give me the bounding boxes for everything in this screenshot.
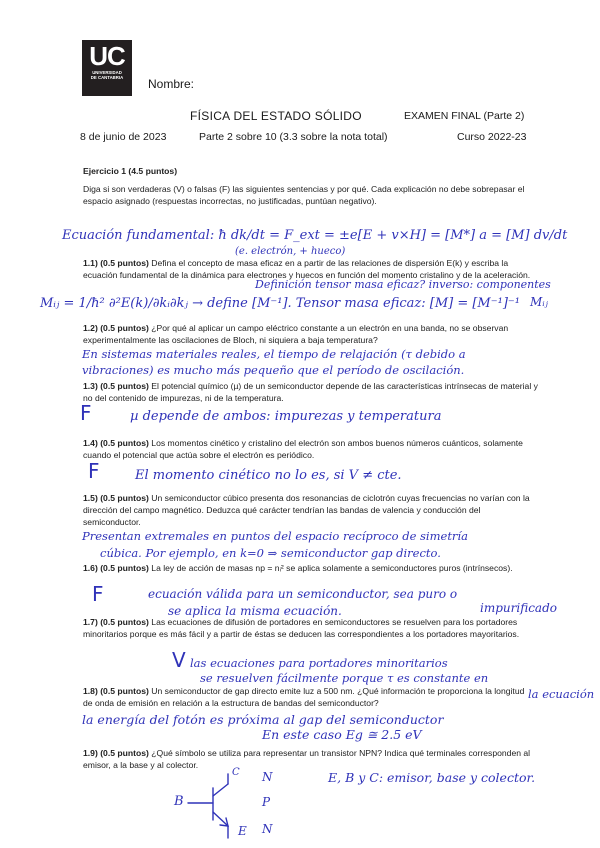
question-1-8 [83, 685, 528, 709]
logo-line-1: UNIVERSIDAD [92, 70, 122, 75]
answer-1-2-line-2: vibraciones) es mucho más pequeño que el período de oscilación. [82, 363, 465, 377]
answer-1-1-mij: Mᵢⱼ [530, 295, 548, 309]
question-text: El potencial químico (µ) de un semiconductor depende de las características intrínsecas de material y no del contenido de impurezas, ni de la temperatura. [83, 381, 538, 403]
part-info: Parte 2 sobre 10 (3.3 sobre la nota total) [199, 131, 388, 143]
answer-1-1-mass: Mᵢⱼ = 1/ħ² ∂²E(k)/∂kᵢ∂kⱼ → define [M⁻¹]. Tensor masa eficaz: [M] = [M⁻¹]⁻¹ [40, 296, 520, 311]
question-text: Un semiconductor de gap directo emite luz a 500 nm. ¿Qué información te proporciona la longitud de onda de emisión en relación a la estructura de bandas del semiconductor? [83, 686, 525, 708]
question-text: Las ecuaciones de difusión de portadores en semiconductores se resuelven para los portadores minoritarios porque es más fácil y a partir de éstas se deducen las correspondientes a los portadores mayoritarios. [83, 617, 520, 639]
question-label: 1.7) (0.5 puntos) [83, 617, 149, 627]
course-year: Curso 2022-23 [457, 131, 527, 143]
exam-title: EXAMEN FINAL (Parte 2) [404, 110, 525, 122]
answer-1-7-line-1: las ecuaciones para portadores minoritarios [190, 656, 448, 670]
layer-n-bottom: N [262, 822, 273, 836]
answer-1-6-line-3: impurificado [480, 601, 557, 615]
answer-1-3-mark: F [80, 401, 92, 425]
layer-p: P [262, 795, 271, 809]
terminal-e-label: E [238, 824, 247, 838]
question-label: 1.3) (0.5 puntos) [83, 381, 149, 391]
question-label: 1.6) (0.5 puntos) [83, 563, 149, 573]
question-label: 1.1) (0.5 puntos) [83, 258, 149, 268]
university-logo [82, 40, 132, 96]
question-text: ¿Qué símbolo se utiliza para representar un transistor NPN? Indica qué terminales corresponden al emisor, a la base y al colector. [83, 748, 531, 770]
answer-1-2-line-1: En sistemas materiales reales, el tiempo de relajación (τ debido a [82, 347, 466, 361]
answer-1-6-line-2: se aplica la misma ecuación. [168, 604, 342, 618]
question-label: 1.9) (0.5 puntos) [83, 748, 149, 758]
answer-1-5-line-1: Presentan extremales en puntos del espacio recíproco de simetría [82, 529, 468, 543]
course-title: FÍSICA DEL ESTADO SÓLIDO [190, 109, 362, 123]
question-label: 1.4) (0.5 puntos) [83, 438, 149, 448]
answer-1-5-line-2: cúbica. Por ejemplo, en k=0 ⇒ semiconductor gap directo. [100, 546, 441, 560]
question-text: Los momentos cinético y cristalino del electrón son ambos buenos números cuánticos, solamente cuando el potencial que actúa sobre el electrón es periódico. [83, 438, 523, 460]
question-1-6 [83, 562, 538, 574]
answer-1-7-line-3: la ecuación [528, 687, 595, 701]
collector-lead [213, 784, 228, 796]
question-label: 1.2) (0.5 puntos) [83, 323, 149, 333]
answer-1-8-line-1: la energía del fotón es próxima al gap del semiconductor [82, 712, 444, 727]
answer-1-9: E, B y C: emisor, base y colector. [328, 770, 536, 785]
terminal-b-label: B [174, 794, 184, 809]
answer-1-4: El momento cinético no lo es, si V ≠ cte. [135, 468, 402, 483]
terminal-c-label: C [232, 767, 240, 778]
name-label: Nombre: [148, 77, 195, 91]
question-label: 1.5) (0.5 puntos) [83, 493, 149, 503]
question-text: La ley de acción de masas np = nᵢ² se aplica solamente a semiconductores puros (intrínsecos). [151, 563, 513, 573]
exam-date: 8 de junio de 2023 [80, 131, 167, 143]
question-1-3 [83, 380, 538, 404]
answer-1-1-equation: Ecuación fundamental: ħ dk/dt = F_ext = ±e[E + v×H] = [M*] a = [M] dv/dt [62, 228, 568, 243]
answer-1-6-mark: F [92, 582, 104, 606]
answer-1-6-line-1: ecuación válida para un semiconductor, sea puro o [148, 587, 458, 601]
answer-1-7-mark: V [172, 648, 186, 672]
question-text: Un semiconductor cúbico presenta dos resonancias de ciclotrón cuyas frecuencias no varían con la dirección del campo magnético. Deduzca qué carácter tendrían las bandas de valencia y conducción del semiconductor. [83, 493, 530, 527]
answer-1-4-mark: F [88, 459, 100, 483]
answer-1-1-definition: Definición tensor masa eficaz? inverso: componentes [255, 278, 551, 291]
question-text: ¿Por qué al aplicar un campo eléctrico constante a un electrón en una banda, no se observan experimentalmente las oscilaciones de Bloch, ni siquiera a baja temperatura? [83, 323, 509, 345]
layer-n-top: N [262, 770, 273, 784]
question-label: 1.8) (0.5 puntos) [83, 686, 149, 696]
logo-line-2: DE CANTABRIA [90, 75, 124, 80]
exercise-title: Ejercicio 1 (4.5 puntos) [83, 166, 178, 176]
question-1-5 [83, 492, 538, 528]
question-1-9 [83, 747, 538, 771]
question-text: Defina el concepto de masa eficaz en a partir de las relaciones de dispersión E(k) y escriba la ecuación fundamental de la dinámica para electrones y huecos en función del momento cristalino y de la aceleración. [83, 258, 531, 280]
logo-mark: UC [89, 41, 125, 71]
answer-1-1-note: (e. electrón, + hueco) [235, 246, 346, 257]
question-1-7 [83, 616, 538, 640]
answer-1-7-line-2: se resuelven fácilmente porque τ es constante en [200, 671, 489, 685]
question-1-2 [83, 322, 538, 346]
answer-1-3: µ depende de ambos: impurezas y temperatura [130, 409, 442, 424]
answer-1-8-line-2: En este caso Eg ≅ 2.5 eV [262, 727, 422, 742]
question-1-4 [83, 437, 538, 461]
exercise-instructions: Diga si son verdaderas (V) o falsas (F) las siguientes sentencias y por qué. Cada explicación no debe sobrepasar el espacio asignado (respuestas incorrectas, no justificadas, puntúan negativo). [83, 184, 525, 206]
